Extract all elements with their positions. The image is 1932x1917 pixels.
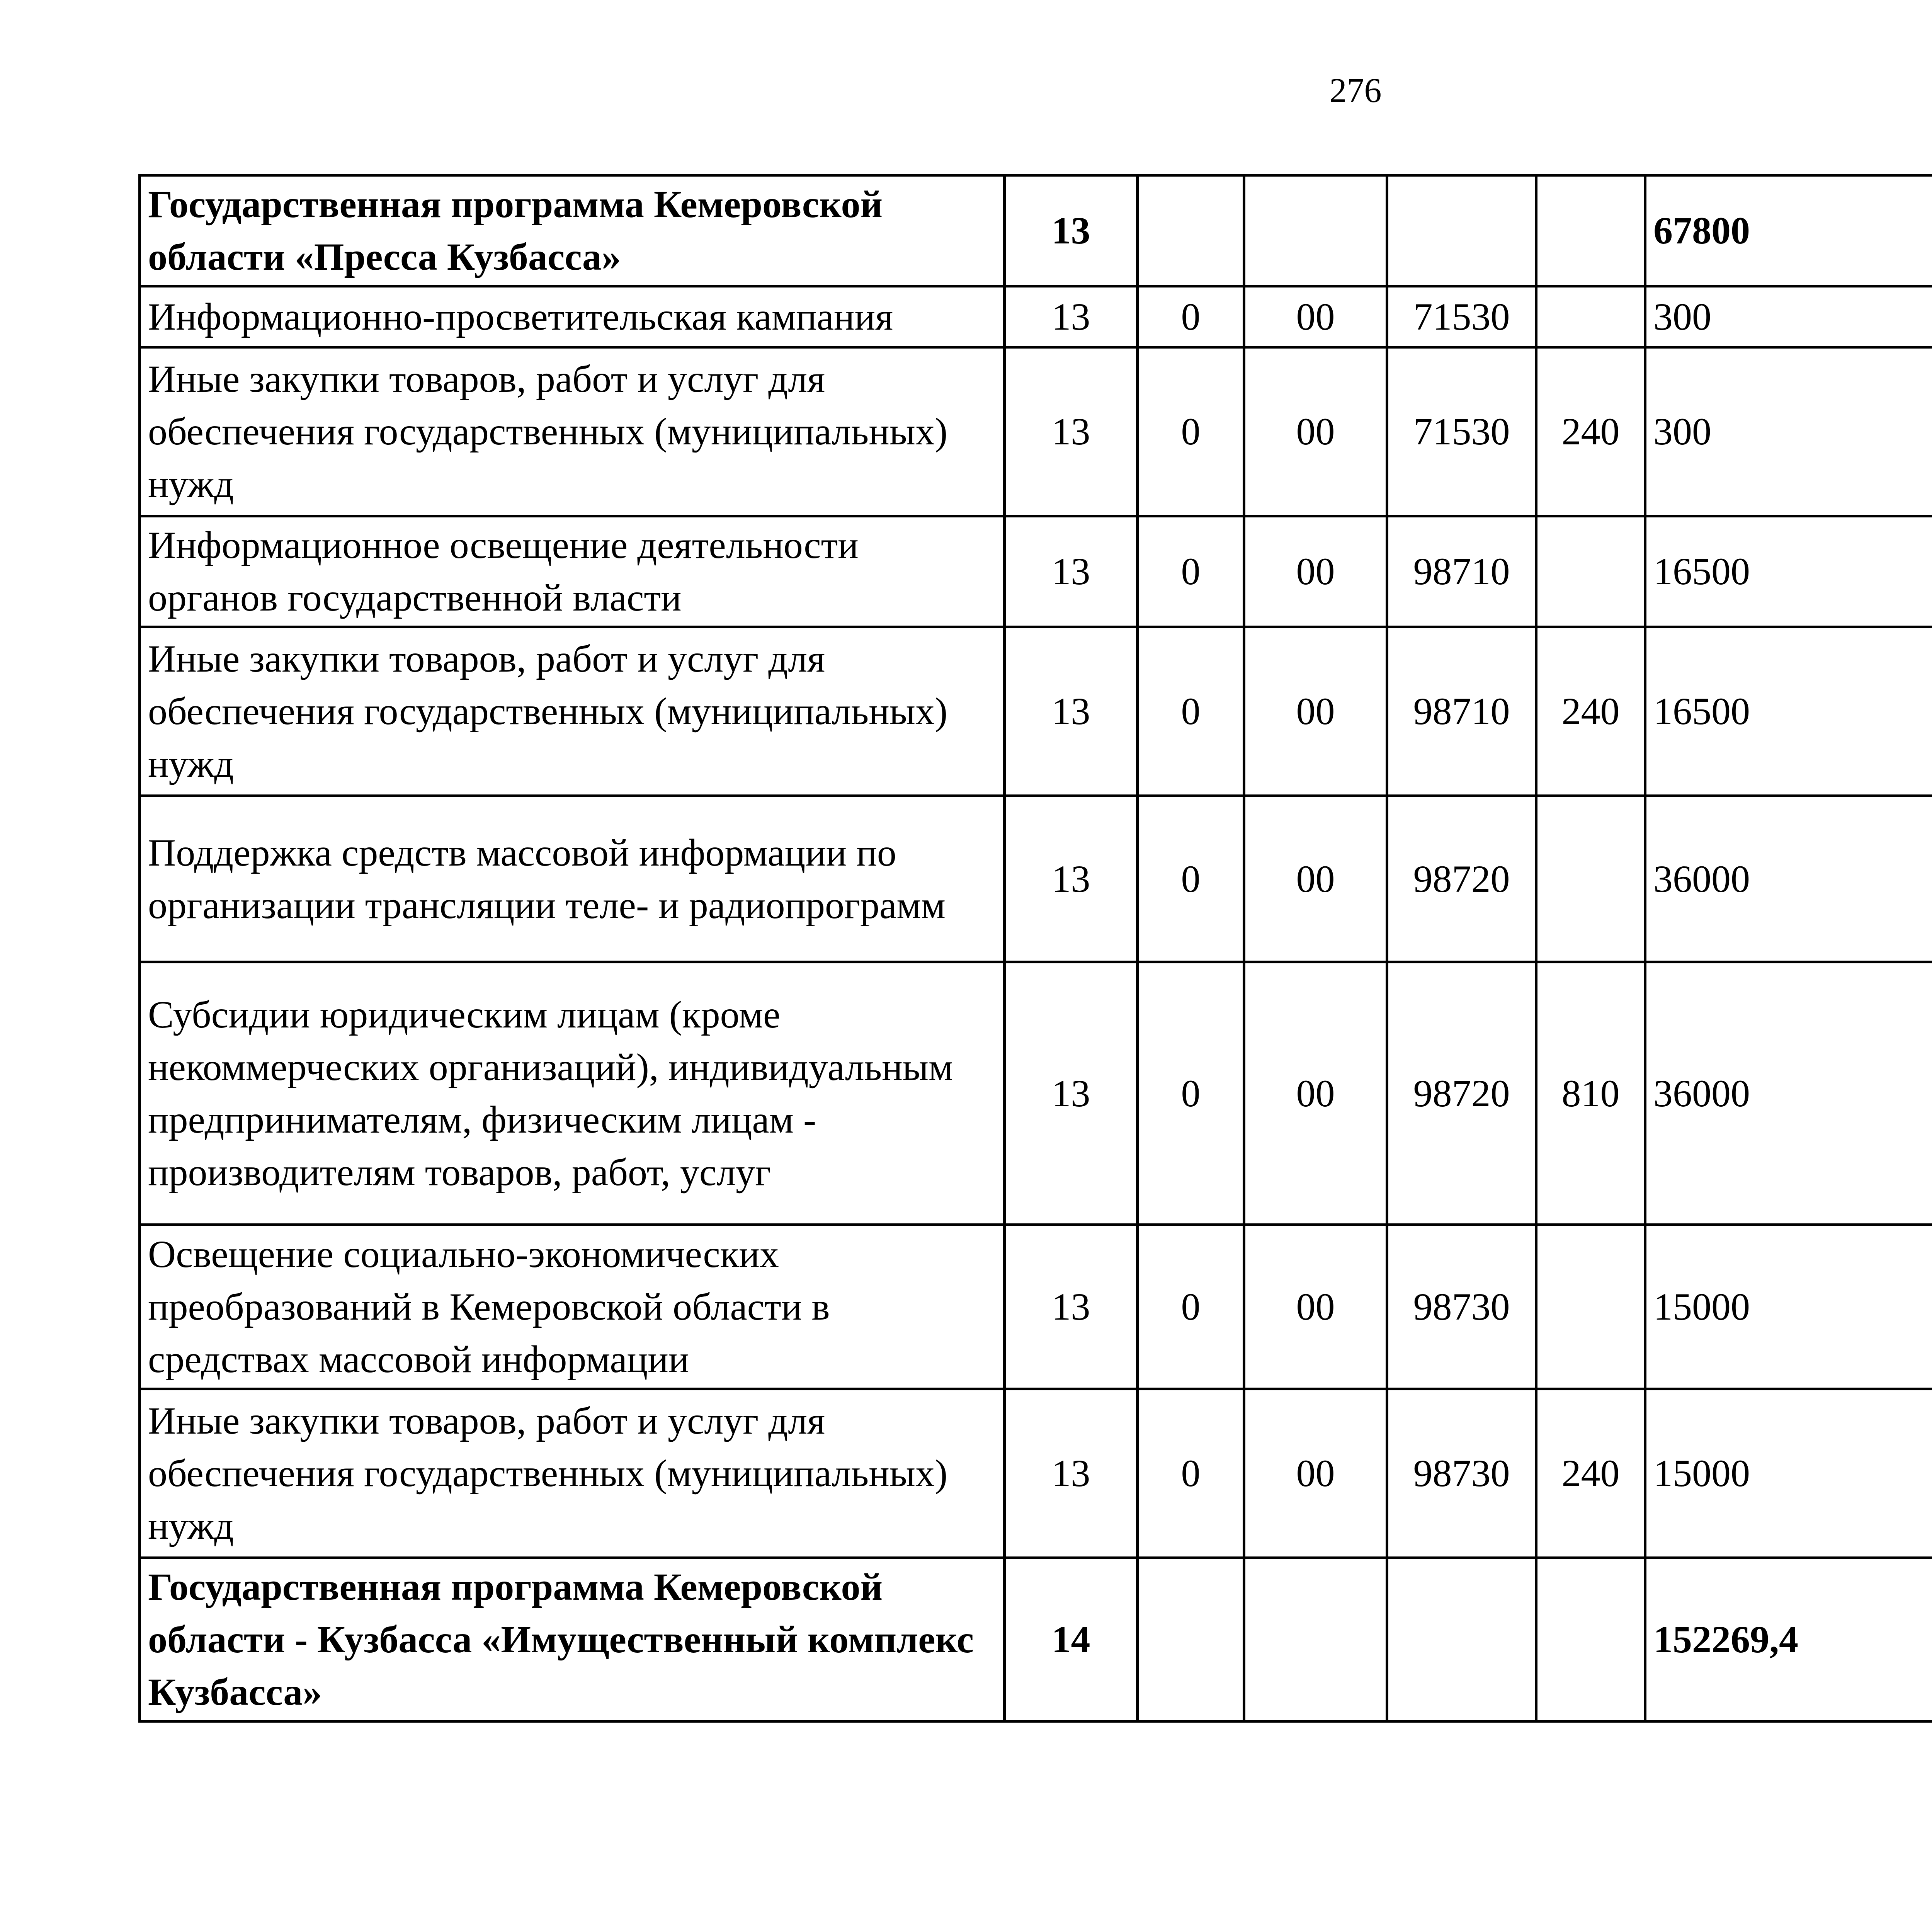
row-name: Информационно-просветительская кампания [140,286,1005,347]
program-code [1138,175,1244,286]
direction-code: 71530 [1387,347,1536,516]
amount-year-1: 36000 [1645,962,1932,1225]
table-row [140,1225,1932,1389]
row-name: Субсидии юридическим лицам (кроме некоммерческих организаций), индивидуальным предпринимателям, физическим лицам - производителям товаров, работ, услуг [140,962,1005,1225]
amount-year-1: 36000 [1645,796,1932,962]
direction-code: 98710 [1387,627,1536,796]
section-code: 13 [1005,286,1138,347]
amount-year-1: 15000 [1645,1389,1932,1558]
subprogram-code: 00 [1244,347,1387,516]
expense-type-code [1536,796,1645,962]
section-code: 13 [1005,796,1138,962]
direction-code: 98730 [1387,1225,1536,1389]
subprogram-code: 00 [1244,627,1387,796]
section-code: 13 [1005,1389,1138,1558]
section-code: 13 [1005,962,1138,1225]
direction-code: 98730 [1387,1389,1536,1558]
direction-code [1387,1558,1536,1721]
amount-year-1: 16500 [1645,627,1932,796]
table-row [140,1558,1932,1721]
program-code: 0 [1138,627,1244,796]
table-row [140,796,1932,962]
table-row [140,175,1932,286]
program-code: 0 [1138,962,1244,1225]
section-code: 14 [1005,1558,1138,1721]
row-name: Иные закупки товаров, работ и услуг для обеспечения государственных (муниципальных) нужд [140,627,1005,796]
program-code: 0 [1138,1389,1244,1558]
direction-code: 98720 [1387,962,1536,1225]
amount-year-1: 15000 [1645,1225,1932,1389]
section-code: 13 [1005,1225,1138,1389]
row-name: Государственная программа Кемеровской области - Кузбасса «Имущественный комплекс Кузбасса» [140,1558,1005,1721]
section-code: 13 [1005,175,1138,286]
table-row [140,286,1932,347]
row-name: Поддержка средств массовой информации по организации трансляции теле- и радиопрограмм [140,796,1005,962]
expense-type-code: 240 [1536,627,1645,796]
page-number: 276 [1329,71,1382,110]
amount-year-1: 67800 [1645,175,1932,286]
table-row [140,1389,1932,1558]
subprogram-code: 00 [1244,286,1387,347]
expense-type-code: 240 [1536,1389,1645,1558]
program-code: 0 [1138,286,1244,347]
amount-year-1: 300 [1645,347,1932,516]
section-code: 13 [1005,627,1138,796]
program-code: 0 [1138,1225,1244,1389]
direction-code [1387,175,1536,286]
subprogram-code: 00 [1244,1389,1387,1558]
row-name: Государственная программа Кемеровской области «Пресса Кузбасса» [140,175,1005,286]
table-row [140,347,1932,516]
program-code: 0 [1138,516,1244,627]
subprogram-code: 00 [1244,1225,1387,1389]
expense-type-code: 240 [1536,347,1645,516]
row-name: Информационное освещение деятельности органов государственной власти [140,516,1005,627]
direction-code: 98710 [1387,516,1536,627]
program-code [1138,1558,1244,1721]
expense-type-code [1536,1558,1645,1721]
subprogram-code: 00 [1244,796,1387,962]
expense-type-code [1536,175,1645,286]
program-code: 0 [1138,796,1244,962]
subprogram-code: 00 [1244,516,1387,627]
subprogram-code: 00 [1244,962,1387,1225]
amount-year-1: 152269,4 [1645,1558,1932,1721]
budget-table [138,174,1932,1723]
table-row [140,627,1932,796]
subprogram-code [1244,175,1387,286]
section-code: 13 [1005,347,1138,516]
expense-type-code [1536,516,1645,627]
amount-year-1: 300 [1645,286,1932,347]
direction-code: 71530 [1387,286,1536,347]
table-row [140,962,1932,1225]
section-code: 13 [1005,516,1138,627]
row-name: Иные закупки товаров, работ и услуг для обеспечения государственных (муниципальных) нужд [140,1389,1005,1558]
direction-code: 98720 [1387,796,1536,962]
table-row [140,516,1932,627]
subprogram-code [1244,1558,1387,1721]
amount-year-1: 16500 [1645,516,1932,627]
expense-type-code [1536,1225,1645,1389]
row-name: Иные закупки товаров, работ и услуг для обеспечения государственных (муниципальных) нужд [140,347,1005,516]
row-name: Освещение социально-экономических преобразований в Кемеровской области в средствах массовой информации [140,1225,1005,1389]
expense-type-code [1536,286,1645,347]
expense-type-code: 810 [1536,962,1645,1225]
program-code: 0 [1138,347,1244,516]
